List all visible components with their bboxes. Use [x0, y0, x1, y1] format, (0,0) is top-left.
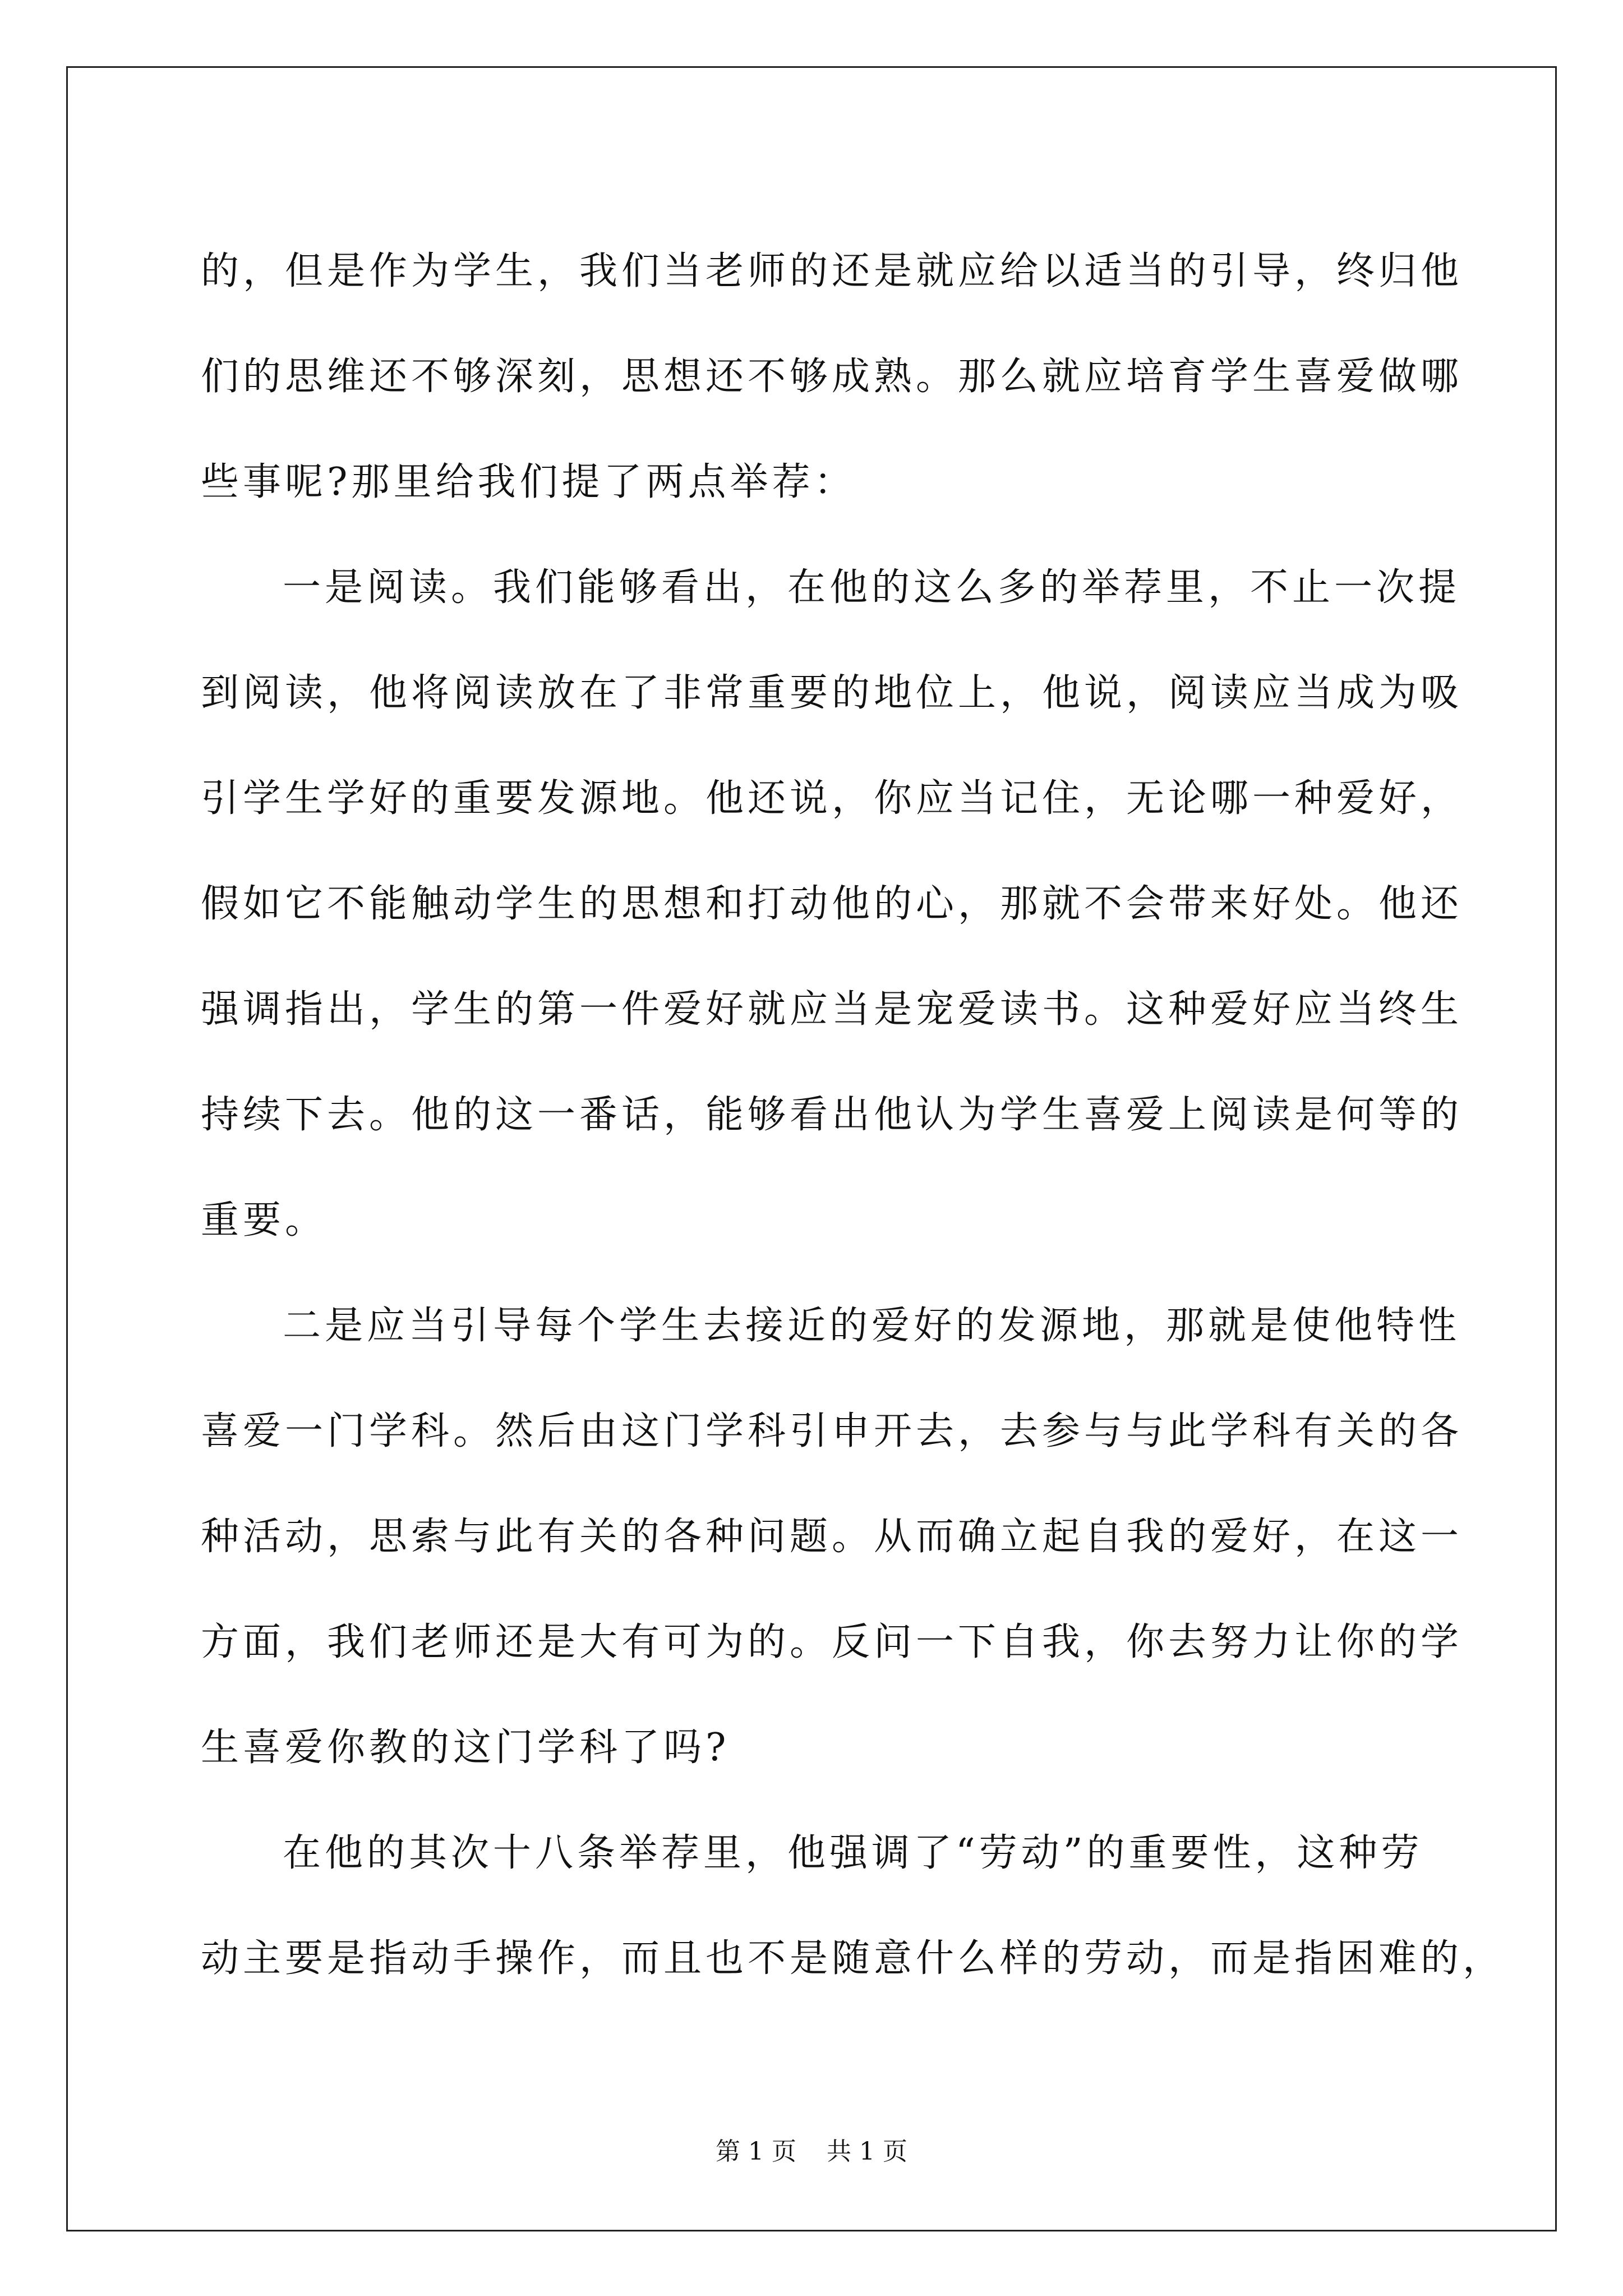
body-text: [201, 219, 1505, 2012]
text-line: 持续下去。他的这一番话，能够看出他认为学生喜爱上阅读是何等的: [201, 1093, 1463, 1137]
text-line: 们的思维还不够深刻，思想还不够成熟。那么就应培育学生喜爱做哪: [201, 355, 1463, 399]
text-line: 些事呢?那里给我们提了两点举荐：: [201, 460, 856, 504]
text-line: 喜爱一门学科。然后由这门学科引申开去，去参与与此学科有关的各: [201, 1409, 1463, 1453]
total-pages: 共 1 页: [827, 2137, 907, 2166]
text-line-paragraph-start: 二是应当引导每个学生去接近的爱好的发源地，那就是使他特性: [283, 1304, 1461, 1348]
text-line: 强调指出，学生的第一件爱好就应当是宠爱读书。这种爱好应当终生: [201, 987, 1463, 1032]
page-footer: [0, 2136, 1623, 2168]
text-line-paragraph-start: 一是阅读。我们能够看出，在他的这么多的举荐里，不止一次提: [283, 565, 1461, 610]
text-line: 生喜爱你教的这门学科了吗?: [201, 1726, 730, 1770]
text-line-paragraph-start: 在他的其次十八条举荐里，他强调了“劳动”的重要性，这种劳: [283, 1831, 1423, 1875]
text-line: 重要。: [201, 1198, 328, 1243]
text-line: 引学生学好的重要发源地。他还说，你应当记住，无论哪一种爱好，: [201, 776, 1463, 821]
text-line: 假如它不能触动学生的思想和打动他的心，那就不会带来好处。他还: [201, 882, 1463, 926]
text-line: 到阅读，他将阅读放在了非常重要的地位上，他说，阅读应当成为吸: [201, 671, 1463, 715]
text-line: 方面，我们老师还是大有可为的。反问一下自我，你去努力让你的学: [201, 1620, 1463, 1664]
text-line: 的，但是作为学生，我们当老师的还是就应给以适当的引导，终归他: [201, 249, 1463, 293]
page-number: 第 1 页: [716, 2137, 796, 2166]
text-line: 动主要是指动手操作，而且也不是随意什么样的劳动，而是指困难的，: [201, 1936, 1505, 1981]
text-line: 种活动，思索与此有关的各种问题。从而确立起自我的爱好，在这一: [201, 1515, 1463, 1559]
